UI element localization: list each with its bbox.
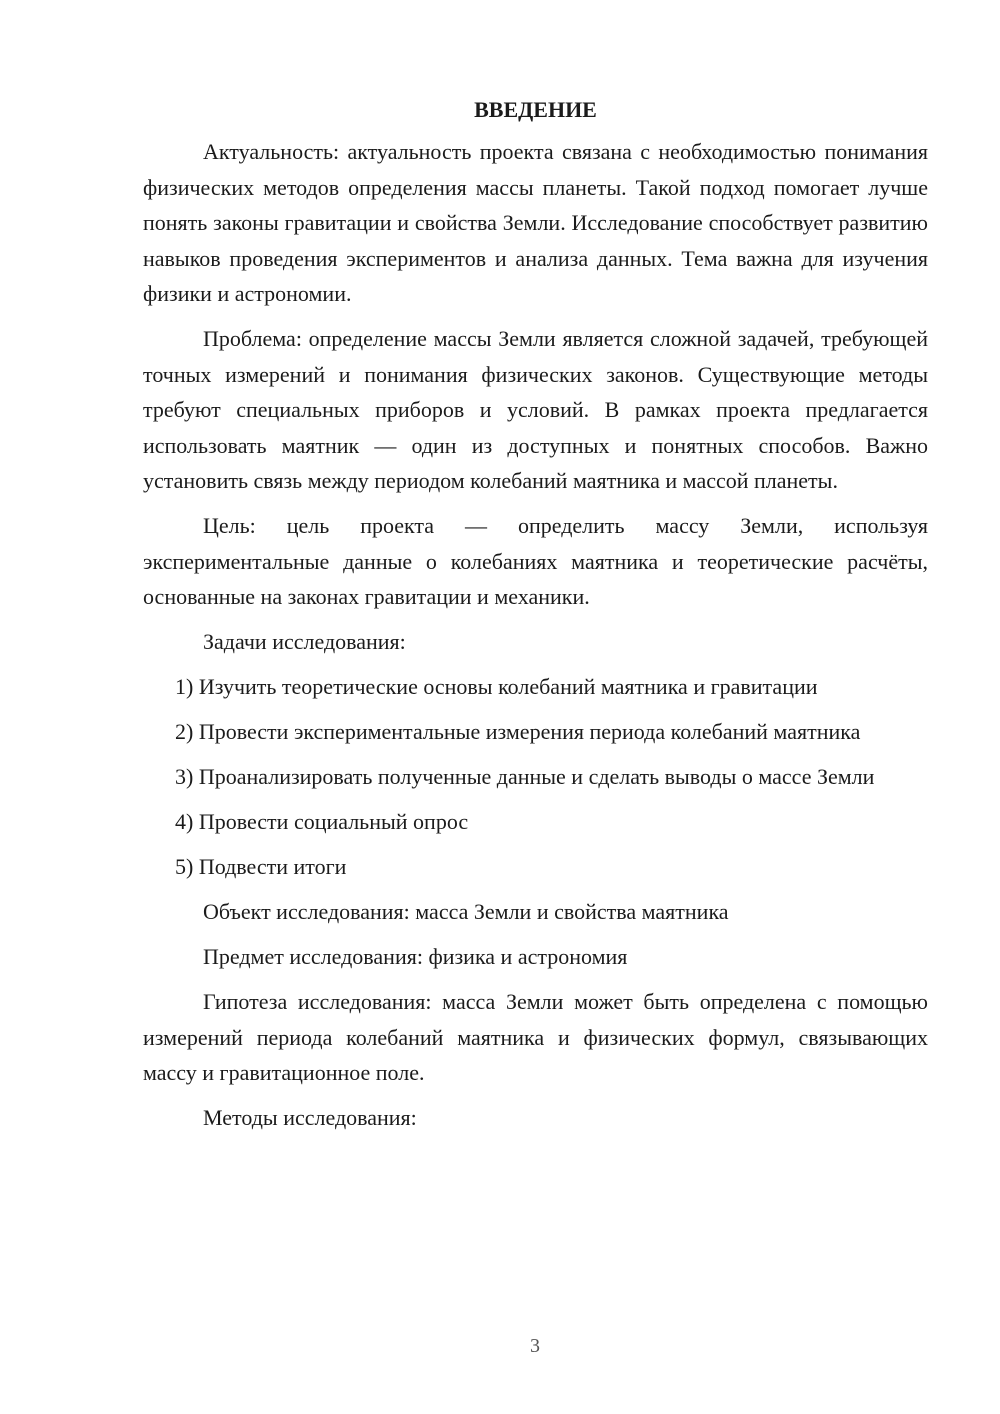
- section-heading: ВВЕДЕНИЕ: [474, 97, 597, 122]
- methods-title: Методы исследования:: [203, 1105, 417, 1130]
- object-paragraph: Объект исследования: масса Земли и свойства маятника: [203, 899, 729, 924]
- page-content: [143, 94, 928, 1136]
- page-number: 3: [530, 1335, 540, 1357]
- task-item-2: 2) Провести экспериментальные измерения периода колебаний маятника: [175, 719, 861, 744]
- relevance-paragraph: Актуальность: актуальность проекта связана с необходимостью понимания физических методов определения массы планеты. Такой подход помогает лучше понять законы гравитации и свойства Земли. Исследование способствует развитию навыков проведения экспериментов и анализа данных. Тема важна для изучения физики и астрономии.: [143, 139, 928, 306]
- subject-paragraph: Предмет исследования: физика и астрономия: [203, 944, 628, 969]
- task-item-5: 5) Подвести итоги: [175, 854, 347, 879]
- task-item-3: 3) Проанализировать полученные данные и сделать выводы о массе Земли: [175, 764, 875, 789]
- task-item-4: 4) Провести социальный опрос: [175, 809, 469, 834]
- goal-paragraph: Цель: цель проекта — определить массу Земли, используя экспериментальные данные о колебаниях маятника и теоретические расчёты, основанные на законах гравитации и механики.: [143, 513, 928, 609]
- hypothesis-paragraph: Гипотеза исследования: масса Земли может быть определена с помощью измерений периода колебаний маятника и физических формул, связывающих массу и гравитационное поле.: [143, 989, 928, 1085]
- tasks-title: Задачи исследования:: [203, 629, 406, 654]
- task-item-1: 1) Изучить теоретические основы колебаний маятника и гравитации: [175, 674, 818, 699]
- problem-paragraph: Проблема: определение массы Земли является сложной задачей, требующей точных измерений и понимания физических законов. Существующие методы требуют специальных приборов и условий. В рамках проекта предлагается использовать маятник — один из доступных и понятных способов. Важно установить связь между периодом колебаний маятника и массой планеты.: [143, 326, 928, 493]
